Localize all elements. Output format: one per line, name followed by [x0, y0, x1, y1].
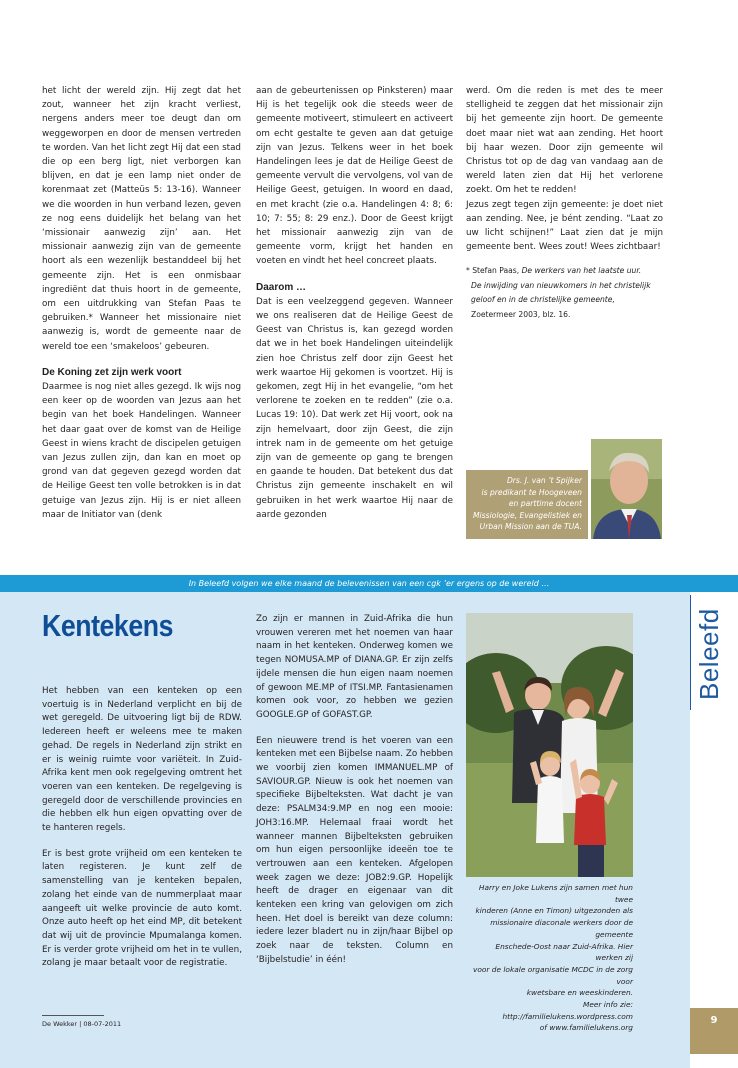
- article-column-3: [466, 84, 663, 322]
- caption-line: missionaire diaconale werkers door de gemeente: [490, 918, 633, 939]
- paragraph: Een nieuwere trend is het voeren van een kenteken met een Bijbelse naam. Zo hebben we voorbij zien komen IMMANUEL.MP of SAVIOUR.GP. Nieuw is ook het noemen van specifieke Bijbelteksten. Wat dacht je van deze: PSALM34:9.MP en nog een mooie: JOH3:16.MP. Helemaal fraai wordt het wanneer mannen Bijbelteksten gebruiken om hun eigen persoonlijke ideeën toe te vertrouwen aan een kenteken. Afgelopen week zagen we deze: JOB2:9.GP. Hopelijk heeft de drager en eigenaar van dit kenteken een kring van gelovigen om zich heen. Het doel is bereikt van deze column: iedere lezer bladert nu in zijn/haar Bijbel op zoek naar de teksten. Column en ‘Bijbelstudie’ in één!: [256, 735, 453, 965]
- family-photo-image: [466, 613, 633, 877]
- caption-line: en parttime docent: [508, 499, 582, 508]
- footnote: [466, 264, 663, 322]
- paragraph: werd. Om die reden is met des te meer stelligheid te zeggen dat het missionair zijn bij het gemeente zijn hoort. De gemeente doet maar niet wat aan zending. Het hoort bij haar wezen. Door zijn gemeente wil Christus tot op de dag van vandaag aan de wereld laten zien dat Hij het verlorene zoekt. Om het te redden!: [466, 86, 663, 196]
- photo-caption: [466, 882, 633, 1034]
- footnote-subtitle: geloof en in de christelijke gemeente,: [471, 295, 615, 305]
- paragraph: Het hebben van een kenteken op een voertuig is in Nederland verplicht en bij de wet geregeld. De uitvoering ligt bij de RDW. Iedereen heeft er weleens mee te maken gehad. De regels in Nederland zijn strikt en er is weinig ruimte voor variëteit. In Zuid-Afrika kent men ook regelgeving omtrent het voeren van een kenteken. De regelgeving is geregeld door de verschillende provincies en die hebben elk hun eigen opvatting over de te hanteren regels.: [42, 686, 242, 834]
- caption-line: Drs. J. van ’t Spijker: [506, 476, 582, 485]
- caption-line: Missiologie, Evangelistiek en: [473, 510, 582, 520]
- page-number: 9: [690, 1008, 738, 1054]
- author-portrait-image: [591, 439, 662, 539]
- footnote-author: * Stefan Paas,: [466, 266, 522, 276]
- section-heading: De Koning zet zijn werk voort: [42, 366, 182, 378]
- paragraph: Dat is een veelzeggend gegeven. Wanneer we ons realiseren dat de Heilige Geest de Geest van Christus is, kan gezegd worden dat we in het boek Handelingen uiteindelijk zien hoe Christus zelf door zijn Geest het werk waartoe Hij gekomen is voortzet. Hij is gekomen, zegt Hij in het evangelie, “om het verlorene te zoeken en te redden” (zie o.a. Lucas 19: 10). Dat werk zet Hij voort, ook na zijn hemelvaart, door zijn Geest, die zijn intrek nam in de gemeente om het getuige zijn van de gemeente op gang te brengen en gaande te houden. Dat betekent dus dat Christus zijn gemeente inschakelt en wil gebruiken in het werk waartoe Hij naar de aarde gezonden: [256, 296, 453, 520]
- section-heading: Daarom …: [256, 281, 307, 293]
- paragraph: het licht der wereld zijn. Hij zegt dat het zout, wanneer het zijn kracht verliest, nergens anders meer toe deugt dan om weggeworpen en door de mensen vertreden te worden. Van het licht zegt Hij dat een stad die op een berg ligt, niet verborgen kan blijven, en dat je een lamp niet onder de korenmaat zet (Matteüs 5: 13-16). Wanneer we die woorden in hun verband lezen, geven ze nog eens duidelijk het belang van het ‘missionair aanwezig zijn’ aan. Het missionair aanwezig zijn van de gemeente hoort als een wezenlijk bestanddeel bij het gemeente zijn. Het is een onmisbaar ingrediënt dat thuis hoort in de gemeente, om een uitdrukking van Stefan Paas te gebruiken.* Wanneer het missionaire niet aanwezig is, wordt de gemeente naar de wereld toe een ‘smakeloos’ gebeuren.: [42, 86, 241, 352]
- caption-line: voor de lokale organisatie MCDC in de zorg voor: [472, 964, 633, 986]
- caption-line: kwetsbare en weeskinderen.: [526, 988, 633, 998]
- caption-link[interactable]: Meer info zie: http://familielukens.wordpress.com: [502, 1000, 633, 1021]
- section-label-rule: [690, 595, 691, 710]
- caption-line: is predikant te Hoogeveen: [481, 487, 582, 497]
- paragraph: Jezus zegt tegen zijn gemeente: je doet niet aan zending. Nee, je bént zending. “Laat zo uw licht schijnen!” Laat zien dat je mijn gemeente bent. Wees zout! Wees zichtbaar!: [466, 199, 663, 253]
- footer-rule: [42, 1015, 104, 1016]
- caption-line: Harry en Joke Lukens zijn samen met hun twee: [478, 883, 633, 904]
- beleefd-column-2: [256, 613, 453, 980]
- beleefd-column-1: [42, 685, 242, 983]
- paragraph: Zo zijn er mannen in Zuid-Afrika die hun vrouwen vereren met het noemen van haar naam in het kenteken. Onderweg komen we tegen NOMUSA.MP of DIANA.GP. Er zijn zelfs ijdele mensen die hun eigen naam noemen of gewoon ME.MP of ITSI.MP. Fantasienamen komen ook voor, zo hebben we gezien GOOGLE.GP of GOFAST.GP.: [256, 614, 453, 720]
- section-label: Beleefd: [694, 608, 724, 700]
- paragraph: aan de gebeurtenissen op Pinksteren) maar Hij is het tegelijk ook die steeds weer de gemeente motiveert, stimuleert en activeert om echt gestalte te geven aan dat getuige zijn van Jezus. Telkens weer in het boek Handelingen lees je dat de Heilige Geest de gemeente vervult die vervolgens, vol van de Heilige Geest, getuigen. In woord en daad, en met kracht (zie o.a. Handelingen 4: 8; 6: 10; 7: 55; 8: 29 enz.). Door de Geest krijgt het missionair aanwezig zijn van de gemeente vorm, krijgt het handen en voeten en vindt het heel concreet plaats.: [256, 86, 453, 267]
- article-column-2: [256, 84, 453, 522]
- author-portrait-photo: [591, 439, 662, 539]
- family-photo: [466, 613, 633, 877]
- caption-line: Enschede-Oost naar Zuid-Afrika. Hier werken zij: [495, 941, 633, 963]
- section-intro-band: In Beleefd volgen we elke maand de belevenissen van een cgk ’er ergens op de wereld …: [0, 575, 738, 592]
- footer-publication: De Wekker | 08-07-2011: [42, 1020, 122, 1028]
- paragraph: Daarmee is nog niet alles gezegd. Ik wijs nog een keer op de woorden van Jezus aan het begin van het boek Handelingen. Wanneer het daar gaat over de komst van de Heilige Geest in wiens kracht de discipelen getuigen van Jezus zullen zijn, dan kan en moet op grond van dat gegeven gezegd worden dat de Heilige Geest ten volle betrokken is in dat getuige van Jezus zijn. Hij is er niet alleen maar de Initiator van (denk: [42, 382, 241, 520]
- footnote-source: Zoetermeer 2003, blz. 16.: [471, 309, 571, 319]
- footnote-subtitle: De inwijding van nieuwkomers in het christelijk: [471, 280, 651, 290]
- author-caption: [466, 470, 588, 539]
- caption-link[interactable]: of www.familielukens.org: [539, 1023, 633, 1033]
- column-title: Kentekens: [42, 608, 173, 643]
- caption-line: Urban Mission aan de TUA.: [479, 522, 582, 531]
- paragraph: Er is best grote vrijheid om een kenteken te laten registeren. Je kunt zelf de samenstelling van je kenteken bepalen, zolang het einde van de nummerplaat maar aangeeft uit welke provincie de auto komt. Onze auto heeft op het eind MP, dit betekent dat wij uit de provincie Mpumalanga komen. Er is verder grote vrijheid om het in te vullen, zolang je maar betaalt voor de registratie.: [42, 848, 242, 969]
- footnote-title: De werkers van het laatste uur.: [521, 266, 642, 276]
- caption-line: kinderen (Anne en Timon) uitgezonden als: [475, 906, 633, 916]
- article-column-1: [42, 84, 241, 522]
